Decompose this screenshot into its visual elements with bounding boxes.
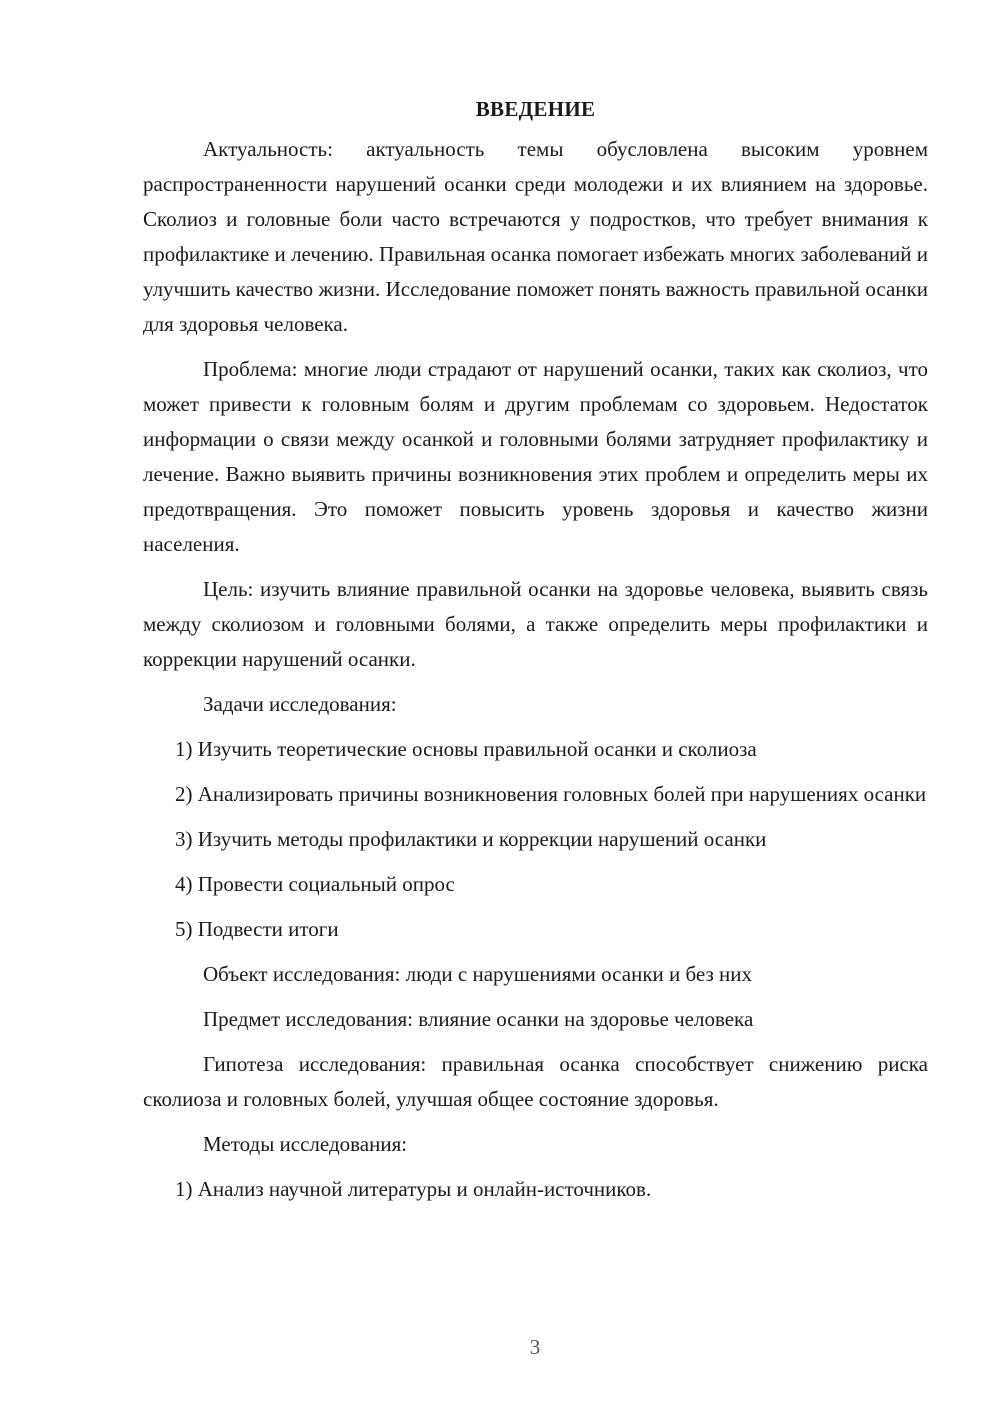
- task-item-4: 4) Провести социальный опрос: [175, 872, 455, 896]
- task-item-3: 3) Изучить методы профилактики и коррекции нарушений осанки: [175, 827, 767, 851]
- research-subject: Предмет исследования: влияние осанки на здоровье человека: [203, 1007, 754, 1031]
- problem-paragraph: Проблема: многие люди страдают от нарушений осанки, таких как сколиоз, что может привести к головным болям и другим проблемам со здоровьем. Недостаток информации о связи между осанкой и головными болями затрудняет профилактику и лечение. Важно выявить причины возникновения этих проблем и определить меры их предотвращения. Это поможет повысить уровень здоровья и качество жизни населения.: [143, 357, 928, 556]
- tasks-heading: Задачи исследования:: [203, 692, 397, 716]
- method-item-1: 1) Анализ научной литературы и онлайн-источников.: [175, 1177, 652, 1201]
- research-object: Объект исследования: люди с нарушениями осанки и без них: [203, 962, 753, 986]
- section-title: ВВЕДЕНИЕ: [475, 97, 596, 121]
- task-item-1: 1) Изучить теоретические основы правильной осанки и сколиоза: [175, 737, 757, 761]
- relevance-paragraph: Актуальность: актуальность темы обусловлена высоким уровнем распространенности нарушений осанки среди молодежи и их влиянием на здоровье. Сколиоз и головные боли часто встречаются у подростков, что требует внимания к профилактике и лечению. Правильная осанка помогает избежать многих заболеваний и улучшить качество жизни. Исследование поможет понять важность правильной осанки для здоровья человека.: [143, 137, 928, 336]
- research-hypothesis: Гипотеза исследования: правильная осанка способствует снижению риска сколиоза и головных болей, улучшая общее состояние здоровья.: [143, 1052, 928, 1111]
- page-content: [143, 92, 928, 1217]
- methods-heading: Методы исследования:: [203, 1132, 408, 1156]
- task-item-2: 2) Анализировать причины возникновения головных болей при нарушениях осанки: [175, 782, 927, 806]
- task-item-5: 5) Подвести итоги: [175, 917, 339, 941]
- page-number: 3: [529, 1335, 541, 1359]
- goal-paragraph: Цель: изучить влияние правильной осанки на здоровье человека, выявить связь между сколиозом и головными болями, а также определить меры профилактики и коррекции нарушений осанки.: [143, 577, 928, 671]
